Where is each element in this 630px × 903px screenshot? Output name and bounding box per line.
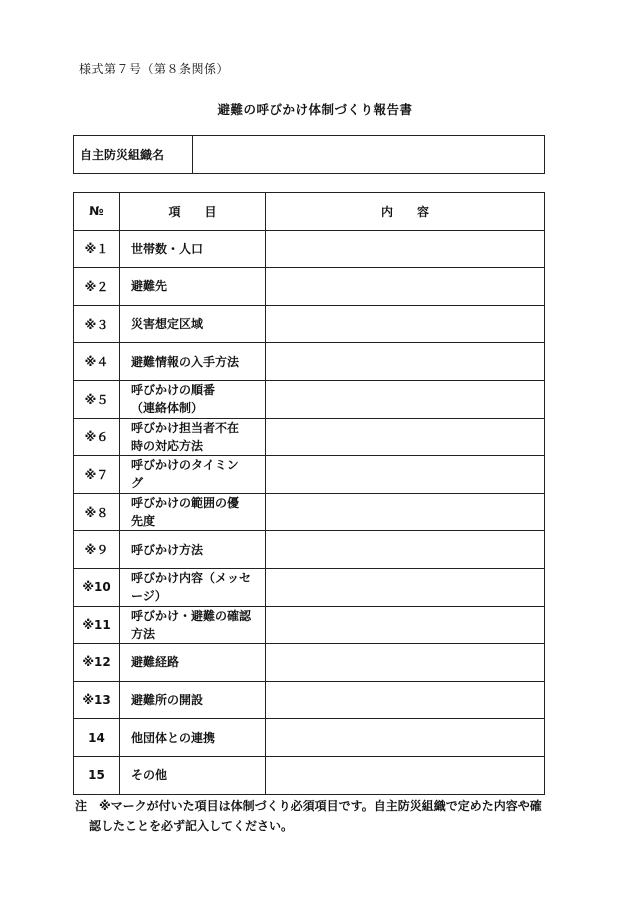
table-row — [74, 531, 545, 569]
table-header-row — [74, 193, 545, 231]
table-row — [74, 456, 545, 494]
row-item-label: 呼びかけの順番 （連絡体制） — [120, 380, 266, 418]
row-number: ※２ — [74, 268, 120, 306]
document-title: 避難の呼びかけ体制づくり報告書 — [217, 102, 413, 117]
row-number: 15 — [74, 756, 120, 794]
report-table — [73, 192, 545, 795]
row-item-label: 避難所の開設 — [120, 681, 266, 719]
row-number: ※10 — [74, 568, 120, 606]
row-content-field[interactable] — [266, 756, 545, 794]
organization-name-label: 自主防災組織名 — [74, 136, 193, 174]
header-content: 内 容 — [266, 193, 545, 231]
row-content-field[interactable] — [266, 568, 545, 606]
table-row — [74, 568, 545, 606]
row-item-label: 呼びかけ担当者不在 時の対応方法 — [120, 418, 266, 456]
row-number: 14 — [74, 719, 120, 757]
table-row — [74, 644, 545, 682]
row-number: ※３ — [74, 305, 120, 343]
header-no: № — [74, 193, 120, 231]
row-content-field[interactable] — [266, 380, 545, 418]
table-row — [74, 756, 545, 794]
row-number: ※11 — [74, 606, 120, 644]
table-row — [74, 493, 545, 531]
row-content-field[interactable] — [266, 606, 545, 644]
header-item: 項 目 — [120, 193, 266, 231]
row-item-label: 呼びかけのタイミン グ — [120, 456, 266, 494]
row-content-field[interactable] — [266, 418, 545, 456]
table-row — [74, 305, 545, 343]
organization-table — [73, 135, 545, 174]
row-number: ※９ — [74, 531, 120, 569]
row-item-label: 呼びかけの範囲の優 先度 — [120, 493, 266, 531]
table-row — [74, 681, 545, 719]
row-content-field[interactable] — [266, 343, 545, 381]
row-item-label: 避難経路 — [120, 644, 266, 682]
row-number: ※５ — [74, 380, 120, 418]
row-content-field[interactable] — [266, 644, 545, 682]
row-number: ※４ — [74, 343, 120, 381]
row-content-field[interactable] — [266, 531, 545, 569]
row-content-field[interactable] — [266, 493, 545, 531]
footnote-line-2: 認したことを必ず記入してください。 — [89, 819, 294, 833]
form-number: 様式第７号（第８条関係） — [79, 62, 230, 76]
table-row — [74, 418, 545, 456]
table-row — [74, 268, 545, 306]
row-number: ※７ — [74, 456, 120, 494]
row-content-field[interactable] — [266, 456, 545, 494]
table-row — [74, 719, 545, 757]
row-number: ※13 — [74, 681, 120, 719]
row-item-label: 災害想定区域 — [120, 305, 266, 343]
row-item-label: その他 — [120, 756, 266, 794]
row-item-label: 呼びかけ内容（メッセ ージ） — [120, 568, 266, 606]
footnote — [75, 796, 555, 836]
row-item-label: 避難情報の入手方法 — [120, 343, 266, 381]
row-item-label: 呼びかけ・避難の確認 方法 — [120, 606, 266, 644]
row-item-label: 避難先 — [120, 268, 266, 306]
row-item-label: 呼びかけ方法 — [120, 531, 266, 569]
table-row — [74, 230, 545, 268]
row-content-field[interactable] — [266, 268, 545, 306]
organization-name-field[interactable] — [193, 136, 545, 174]
row-number: ※８ — [74, 493, 120, 531]
footnote-line-1: 注 ※マークが付いた項目は体制づくり必須項目です。自主防災組織で定めた内容や確 — [75, 799, 542, 813]
row-number: ※12 — [74, 644, 120, 682]
row-content-field[interactable] — [266, 305, 545, 343]
row-content-field[interactable] — [266, 230, 545, 268]
table-row — [74, 380, 545, 418]
row-item-label: 他団体との連携 — [120, 719, 266, 757]
row-number: ※６ — [74, 418, 120, 456]
row-number: ※１ — [74, 230, 120, 268]
row-content-field[interactable] — [266, 681, 545, 719]
row-content-field[interactable] — [266, 719, 545, 757]
row-item-label: 世帯数・人口 — [120, 230, 266, 268]
table-row — [74, 343, 545, 381]
table-row — [74, 606, 545, 644]
